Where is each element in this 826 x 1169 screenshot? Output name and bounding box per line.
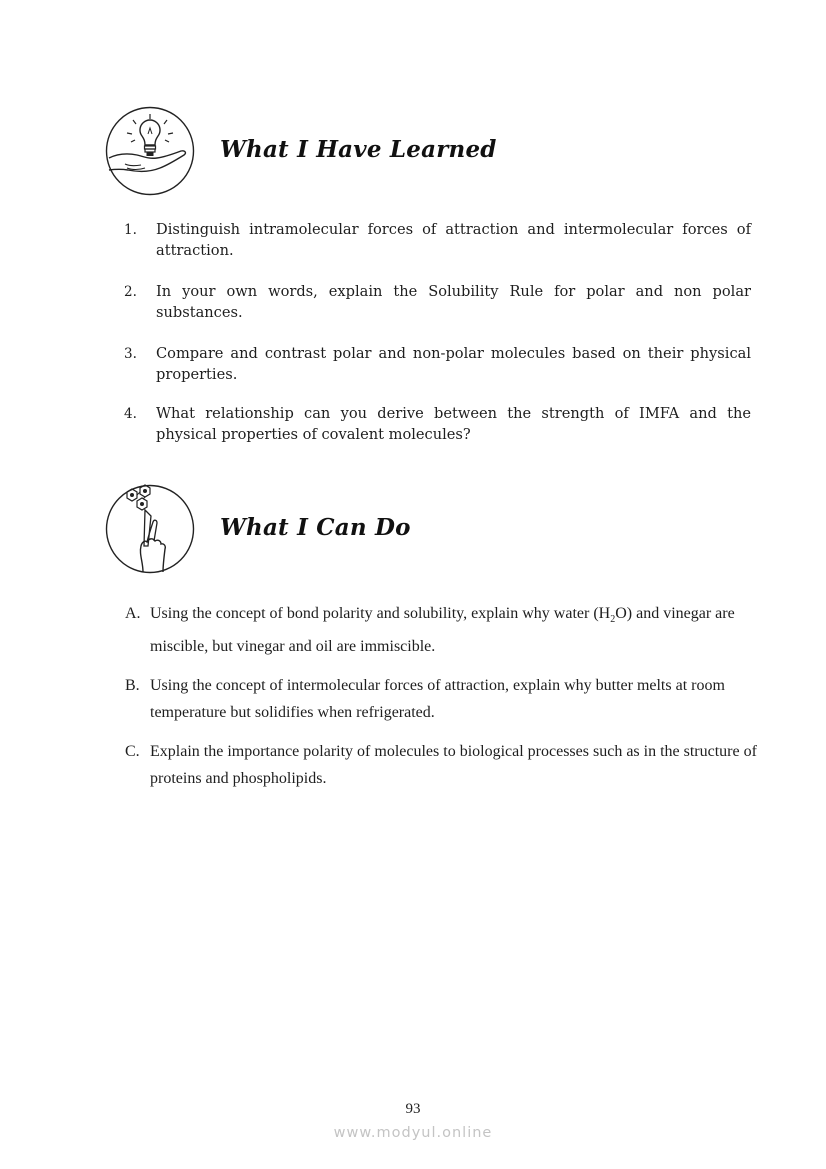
task-item <box>125 600 765 660</box>
question-text: What relationship can you derive between the strength of IMFA and the physical properties of covalent molecules? <box>156 405 751 443</box>
task-text: Explain the importance polarity of molecules to biological processes such as in the structure of proteins and phospholipids. <box>150 743 757 788</box>
question-number: 1. <box>124 222 137 238</box>
question-number: 3. <box>124 346 137 362</box>
question-item <box>124 344 751 385</box>
task-letter: B. <box>125 677 140 695</box>
watermark-url: www.modyul.online <box>333 1125 493 1141</box>
question-text: Compare and contrast polar and non-polar molecules based on their physical properties. <box>156 345 751 383</box>
subscript-2: 2 <box>610 614 616 626</box>
question-number: 4. <box>124 406 137 422</box>
lightbulb-in-hand-icon <box>105 106 195 196</box>
question-number: 2. <box>124 284 137 300</box>
task-item <box>125 738 765 792</box>
question-text: In your own words, explain the Solubility Rule for polar and non polar substances. <box>156 283 751 321</box>
hand-with-molecules-icon <box>105 484 195 574</box>
task-text: Using the concept of bond polarity and solubility, explain why water $(H_2O)$ and vinegar are miscible, but vinegar and oil are immiscible. <box>150 605 735 656</box>
task-item <box>125 672 765 726</box>
page-number: 93 <box>405 1101 421 1117</box>
section-title-learned: What I Have Learned <box>220 136 497 163</box>
section-title-can-do: What I Can Do <box>220 514 411 541</box>
task-letter: A. <box>125 605 141 622</box>
question-item <box>124 282 751 323</box>
question-item <box>124 220 751 261</box>
question-item <box>124 404 751 445</box>
task-letter: C. <box>125 743 140 761</box>
learned-question-list <box>124 220 751 445</box>
task-text: Using the concept of intermolecular forces of attraction, explain why butter melts at room temperature but solidifies when refrigerated. <box>150 677 725 722</box>
can-do-task-list <box>125 600 765 792</box>
question-text: Distinguish intramolecular forces of attraction and intermolecular forces of attraction. <box>156 221 751 259</box>
